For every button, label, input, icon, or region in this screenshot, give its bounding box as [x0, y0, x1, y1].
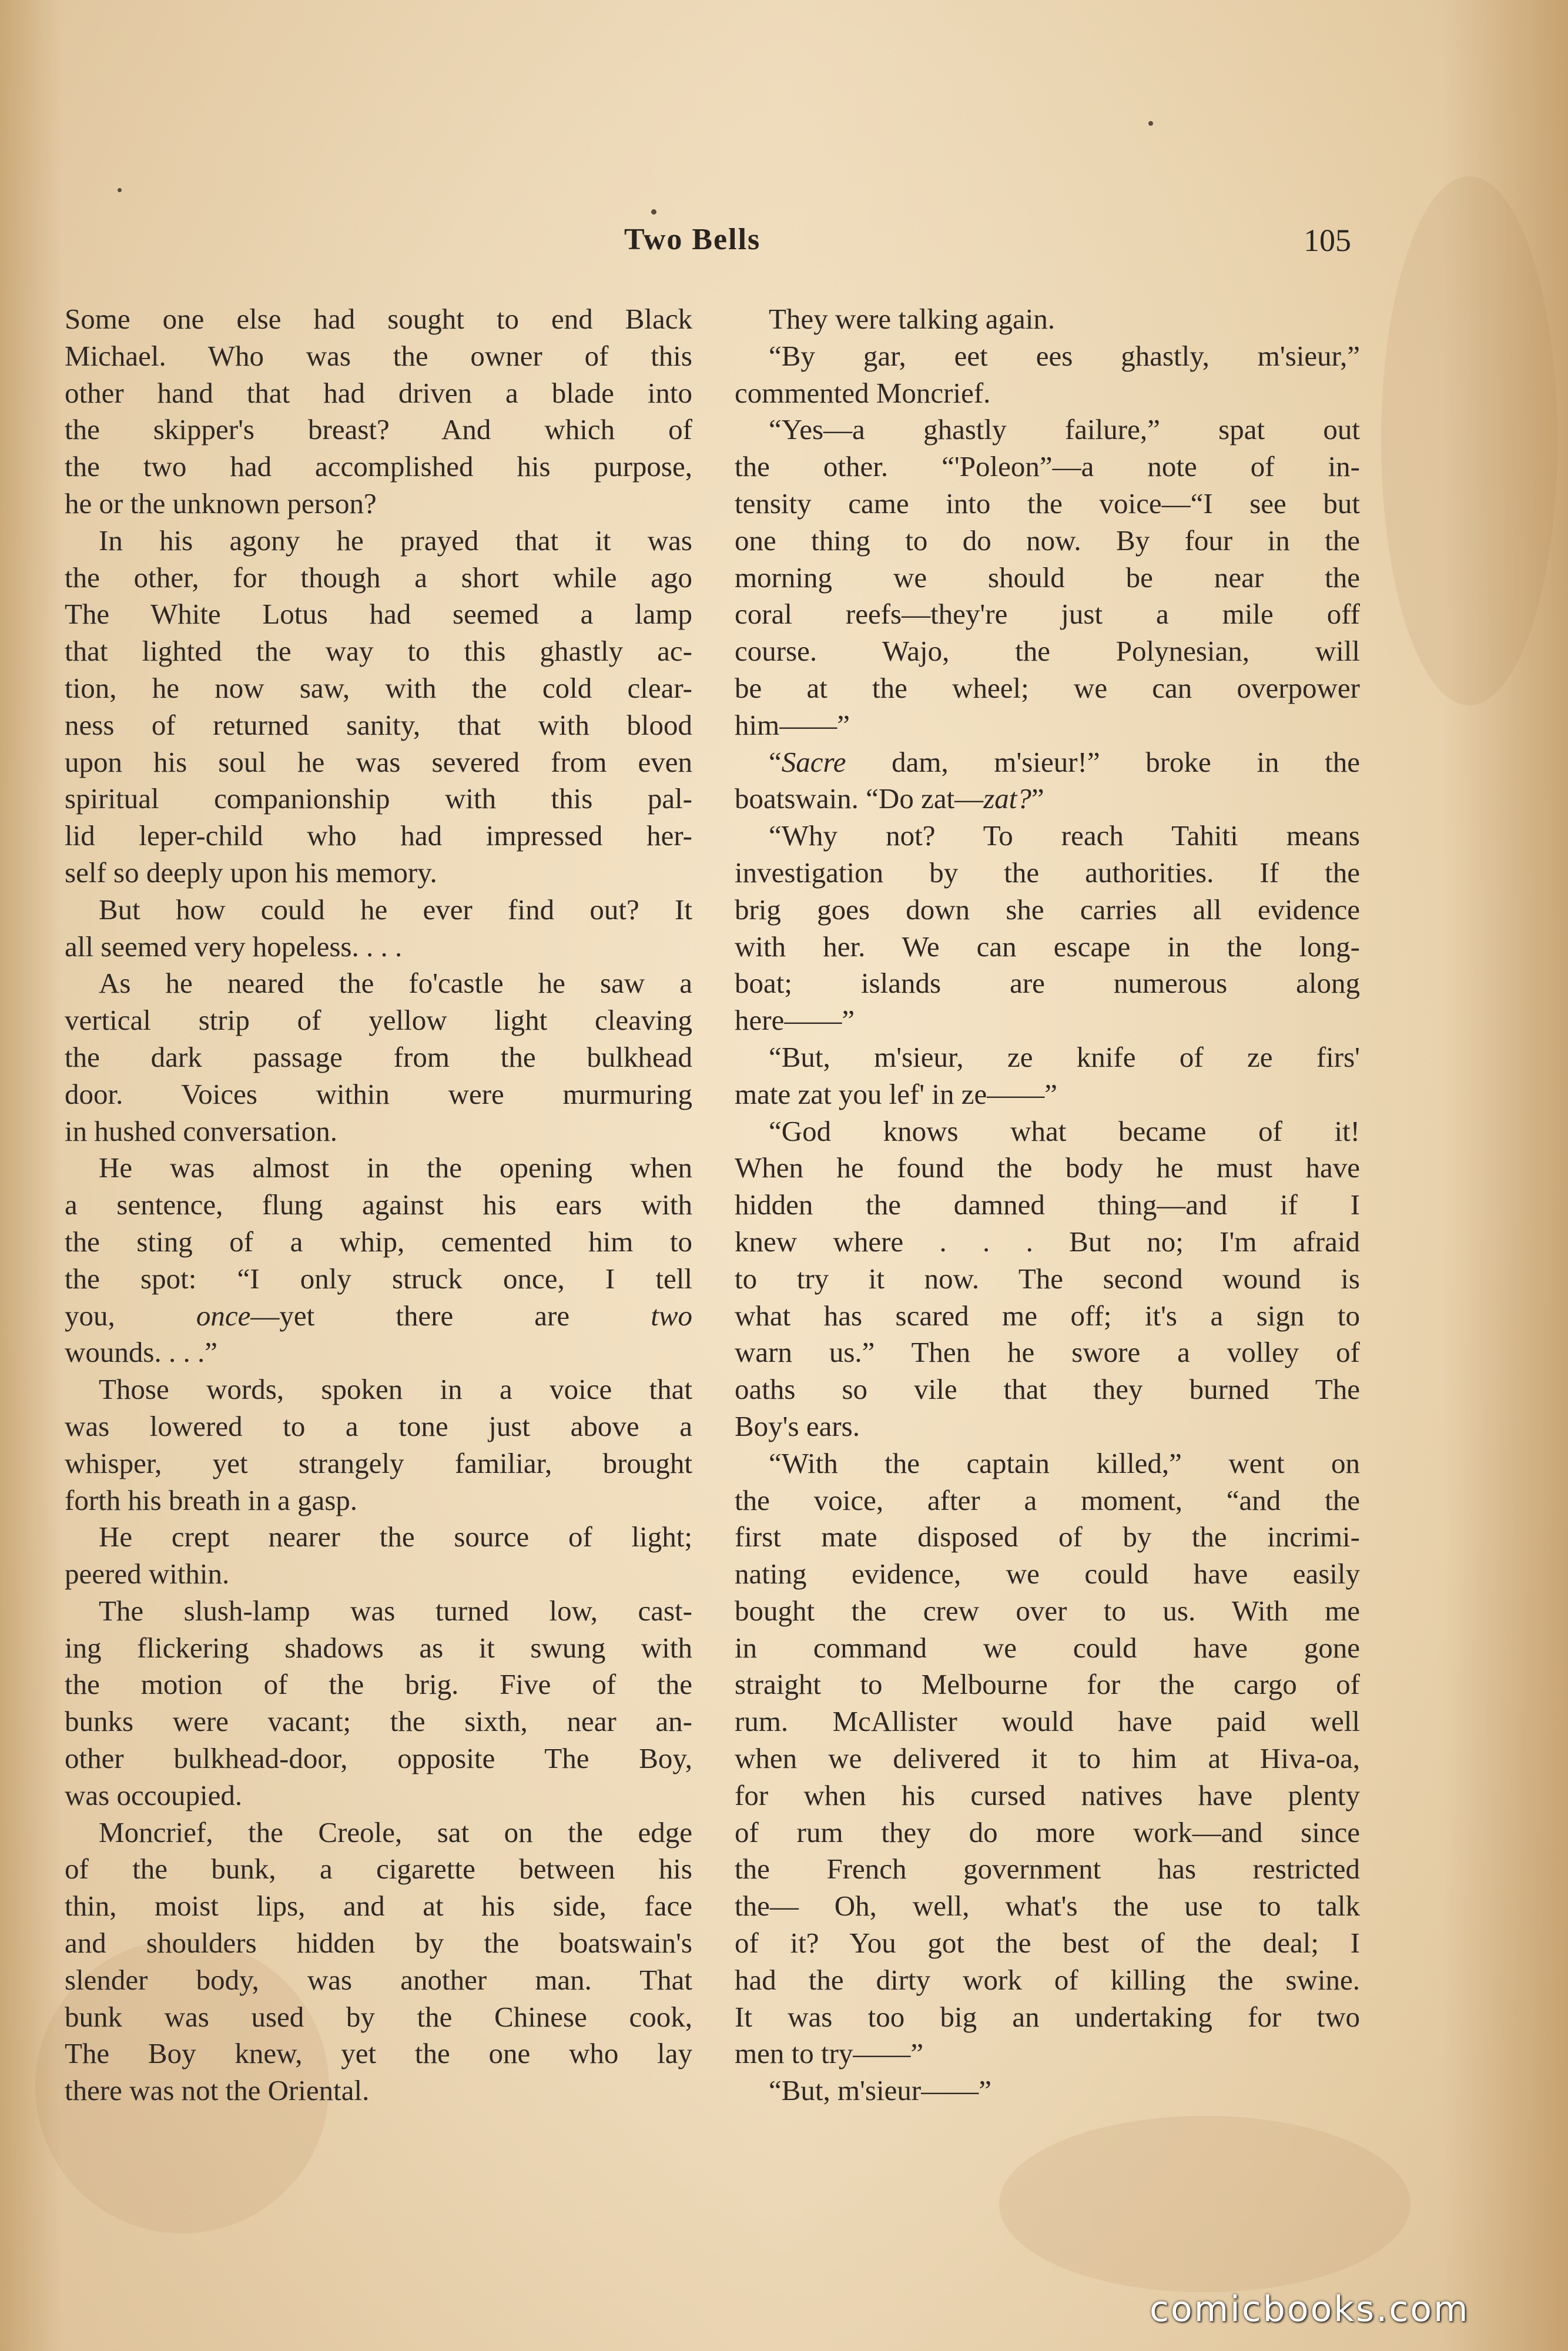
text-line: the other. “'Poleon”—a note of in-: [735, 450, 1360, 483]
text-line: of it? You got the best of the deal; I: [735, 1927, 1360, 1960]
text-line: slender body, was another man. That: [65, 1963, 692, 1996]
text-line: the— Oh, well, what's the use to talk: [735, 1890, 1360, 1923]
text-line: there was not the Oriental.: [65, 2074, 370, 2107]
text-line: Those words, spoken in a voice that: [99, 1373, 692, 1406]
text-line: “Yes—a ghastly failure,” spat out: [769, 413, 1360, 446]
text-line: boat; islands are numerous along: [735, 967, 1360, 1000]
text-line: of the bunk, a cigarette between his: [65, 1853, 692, 1886]
text-line: of rum they do more work—and since: [735, 1816, 1360, 1848]
text-line: that lighted the way to this ghastly ac-: [65, 635, 692, 668]
text-line: for when his cursed natives have plenty: [735, 1779, 1360, 1811]
text-line: “But, m'sieur——”: [769, 2074, 991, 2107]
text-line: men to try——”: [735, 2037, 924, 2070]
text-line: to try it now. The second wound is: [735, 1262, 1360, 1295]
text-column-left: [65, 301, 692, 2109]
text-line: whisper, yet strangely familiar, brought: [65, 1446, 692, 1479]
watermark: comicbooks.com: [1150, 2289, 1470, 2330]
text-line: the French government has restricted: [735, 1853, 1360, 1886]
text-line: rum. McAllister would have paid well: [735, 1705, 1360, 1738]
text-line: the skipper's breast? And which of: [65, 413, 692, 446]
text-line: he or the unknown person?: [65, 487, 377, 520]
text-line: you, once—yet there are two: [65, 1299, 692, 1332]
text-line: bunk was used by the Chinese cook,: [65, 2000, 692, 2033]
ink-speck: [1148, 121, 1153, 126]
ink-speck: [118, 188, 122, 192]
text-line: was lowered to a tone just above a: [65, 1409, 692, 1442]
text-line: the sting of a whip, cemented him to: [65, 1225, 692, 1258]
text-line: oaths so vile that they burned The: [735, 1373, 1360, 1406]
ink-speck: [651, 209, 656, 215]
paper-stain: [999, 2116, 1410, 2292]
text-line: investigation by the authorities. If the: [735, 856, 1360, 889]
text-line: what has scared me off; it's a sign to: [735, 1299, 1360, 1332]
text-line: self so deeply upon his memory.: [65, 856, 437, 889]
text-line: “Sacre dam, m'sieur!” broke in the: [769, 745, 1360, 778]
text-line: nating evidence, we could have easily: [735, 1558, 1360, 1590]
text-line: upon his soul he was severed from even: [65, 745, 692, 778]
running-title: Two Bells: [624, 223, 761, 256]
text-line: other bulkhead-door, opposite The Boy,: [65, 1742, 692, 1775]
text-line: “But, m'sieur, ze knife of ze firs': [769, 1040, 1360, 1073]
text-line: be at the wheel; we can overpower: [735, 671, 1360, 704]
page-header: [0, 222, 1568, 263]
text-line: He crept nearer the source of light;: [99, 1521, 692, 1553]
text-line: the dark passage from the bulkhead: [65, 1040, 692, 1073]
text-line: the motion of the brig. Five of the: [65, 1668, 692, 1701]
text-line: straight to Melbourne for the cargo of: [735, 1668, 1360, 1701]
text-line: brig goes down she carries all evidence: [735, 893, 1360, 926]
text-line: When he found the body he must have: [735, 1151, 1360, 1184]
text-line: the voice, after a moment, “and the: [735, 1483, 1360, 1516]
text-line: It was too big an undertaking for two: [735, 2000, 1360, 2033]
text-line: “With the captain killed,” went on: [769, 1446, 1360, 1479]
text-line: in command we could have gone: [735, 1631, 1360, 1664]
text-line: ing flickering shadows as it swung with: [65, 1631, 692, 1664]
text-line: vertical strip of yellow light cleaving: [65, 1004, 692, 1037]
text-line: in hushed conversation.: [65, 1114, 338, 1147]
text-line: course. Wajo, the Polynesian, will: [735, 635, 1360, 668]
text-line: The Boy knew, yet the one who lay: [65, 2037, 692, 2070]
text-line: The slush-lamp was turned low, cast-: [99, 1594, 692, 1627]
text-line: “By gar, eet ees ghastly, m'sieur,”: [769, 339, 1360, 372]
text-line: bunks were vacant; the sixth, near an-: [65, 1705, 692, 1738]
text-line: spiritual companionship with this pal-: [65, 782, 692, 815]
text-line: knew where . . . But no; I'm afraid: [735, 1225, 1360, 1258]
text-line: a sentence, flung against his ears with: [65, 1188, 692, 1221]
page-number: 105: [1304, 223, 1351, 258]
text-column-right: [735, 301, 1360, 2109]
text-line: when we delivered it to him at Hiva-oa,: [735, 1742, 1360, 1775]
text-line: tensity came into the voice—“I see but: [735, 487, 1360, 520]
text-line: other hand that had driven a blade into: [65, 376, 692, 409]
text-line: coral reefs—they're just a mile off: [735, 598, 1360, 631]
text-line: The White Lotus had seemed a lamp: [65, 598, 692, 631]
text-line: bought the crew over to us. With me: [735, 1594, 1360, 1627]
text-line: warn us.” Then he swore a volley of: [735, 1336, 1360, 1369]
text-line: “God knows what became of it!: [769, 1114, 1360, 1147]
text-line: He was almost in the opening when: [99, 1151, 692, 1184]
text-line: They were talking again.: [769, 303, 1056, 335]
text-line: the two had accomplished his purpose,: [65, 450, 692, 483]
text-line: first mate disposed of by the incrimi-: [735, 1521, 1360, 1553]
text-line: him——”: [735, 708, 850, 741]
text-line: ness of returned sanity, that with blood: [65, 708, 692, 741]
text-line: hidden the damned thing—and if I: [735, 1188, 1360, 1221]
text-line: peered within.: [65, 1558, 230, 1590]
text-line: thin, moist lips, and at his side, face: [65, 1890, 692, 1923]
text-line: with her. We can escape in the long-: [735, 930, 1360, 963]
text-line: In his agony he prayed that it was: [99, 524, 692, 557]
text-line: had the dirty work of killing the swine.: [735, 1963, 1360, 1996]
text-line: all seemed very hopeless. . . .: [65, 930, 403, 963]
text-line: Some one else had sought to end Black: [65, 303, 692, 335]
text-line: wounds. . . .”: [65, 1336, 217, 1369]
text-line: tion, he now saw, with the cold clear-: [65, 671, 692, 704]
text-line: the other, for though a short while ago: [65, 561, 692, 594]
text-line: commented Moncrief.: [735, 376, 991, 409]
text-line: Michael. Who was the owner of this: [65, 339, 692, 372]
text-line: forth his breath in a gasp.: [65, 1483, 358, 1516]
text-line: door. Voices within were murmuring: [65, 1077, 692, 1110]
text-line: Boy's ears.: [735, 1409, 860, 1442]
text-line: mate zat you lef' in ze——”: [735, 1077, 1057, 1110]
text-line: and shoulders hidden by the boatswain's: [65, 1927, 692, 1960]
text-line: “Why not? To reach Tahiti means: [769, 819, 1360, 852]
text-line: here——”: [735, 1004, 855, 1037]
text-line: lid leper-child who had impressed her-: [65, 819, 692, 852]
text-line: morning we should be near the: [735, 561, 1360, 594]
text-line: the spot: “I only struck once, I tell: [65, 1262, 692, 1295]
text-line: But how could he ever find out? It: [99, 893, 692, 926]
text-line: was occoupied.: [65, 1779, 243, 1811]
text-line: Moncrief, the Creole, sat on the edge: [99, 1816, 692, 1848]
text-line: one thing to do now. By four in the: [735, 524, 1360, 557]
text-line: boatswain. “Do zat—zat?”: [735, 782, 1044, 815]
text-line: As he neared the fo'castle he saw a: [99, 967, 692, 1000]
